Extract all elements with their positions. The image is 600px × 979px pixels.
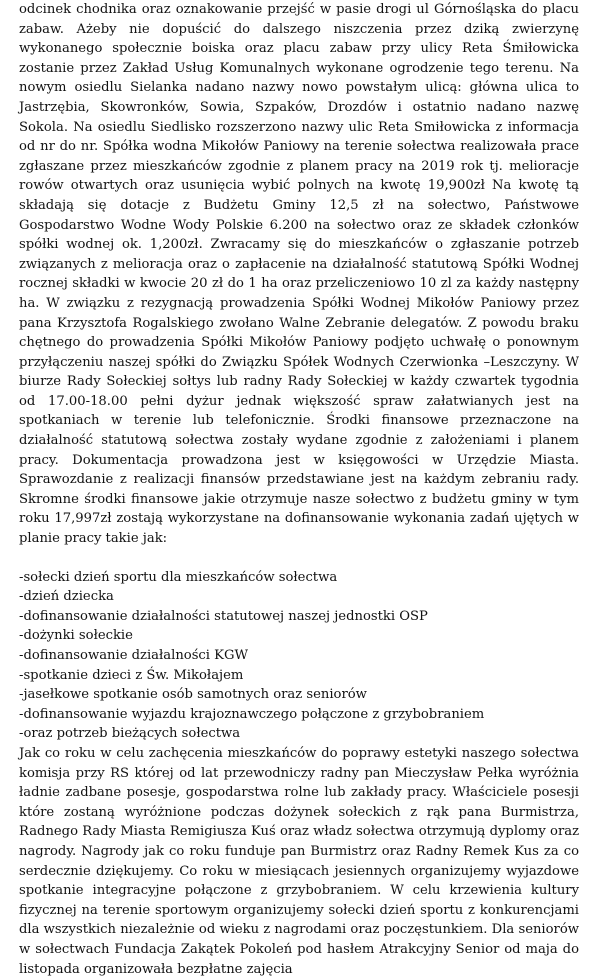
paragraph-water-company: odcinek chodnika oraz oznakowanie przejść w pasie drogi ul Górnośląska do placu zabaw. Ażeby nie dopuścić do dalszego niszczenia przez dziką zwierzynę wykonanego społecznie boiska oraz placu zabaw przy ulicy Reta Śmiłowicka zostanie przez Zakład Usług Komunalnych wykonane ogrodzenie tego terenu. Na nowym osiedlu Sielanka nadano nazwy nowo powstałym ulicą: główna ulica to Jastrzębia, Skowronków, Sowia, Szpaków, Drozdów i ostatnio nadano nazwę Sokola. Na osiedlu Siedlisko rozszerzono nazwy ulic Reta Smiłowicka z informacja od nr do nr. Spółka wodna Mikołów Paniowy na terenie sołectwa realizowała prace zgłaszane przez mieszkańców zgodnie z planem pracy na 2019 rok tj. melioracje rowów otwartych oraz usunięcia wybić polnych na kwotę 19,900zł Na kwotę tą składają się dotacje z Budżetu Gminy 12,5 zł na sołectwo, Państwowe Gospodarstwo Wodne Wody Polskie 6.200 na sołectwo oraz ze składek członków spółki wodnej ok. 1,200zł. Zwracamy się do mieszkańców o zgłaszanie potrzeb związanych z melioracja oraz o zapłacenie na działalność statutową Spółki Wodnej rocznej składki w kwocie 20 zł do 1 ha oraz przeliczeniowo 10 zl za każdy następny ha. W związku z rezygnacją prowadzenia Spółki Wodnej Mikołów Paniowy przez pana Krzysztofa Rogalskiego zwołano Walne Zebranie delegatów. Z powodu braku chętnego do prowadzenia Spółki Mikołów Paniowy podjęto uchwałę o ponownym przyłączeniu naszej spółki do Związku Spółek Wodnych Czerwionka –Leszczyny. W biurze Rady Sołeckiej sołtys lub radny Rady Sołeckiej w każdy czwartek tygodnia od 17.00-18.00 pełni dyżur jednak większość spraw załatwianych jest na spotkaniach w terenie lub telefonicznie. Środki finansowe przeznaczone na działalność statutową sołectwa zostały wydane zgodnie z założeniami i planem pracy. Dokumentacja prowadzona jest w księgowości w Urzędzie Miasta. Sprawozdanie z realizacji finansów przedstawiane jest na każdym zebraniu rady. Skromne środki finansowe jakie otrzymuje nasze sołectwo z budżetu gminy w tym roku 17,997zł zostają wykorzystane na dofinansowanie wykonania zadań ujętych w planie pracy takie jak:: [19, 2, 579, 547]
paragraph-estate-awards: Jak co roku w celu zachęcenia mieszkańców do poprawy estetyki naszego sołectwa komisja przy RS której od lat przewodniczy radny pan Mieczysław Pełka wyróżnia ładnie zadbane posesje, gospodarstwa rolne lub zakłady pracy. Właściciele posesji które zostaną wyróżnione podczas dożynek sołeckich z rąk pana Burmistrza, Radnego Rady Miasta Remigiusza Kuś oraz władz sołectwa otrzymują dyplomy oraz nagrody. Nagrody jak co roku funduje pan Burmistrz oraz Radny Remek Kus za co serdecznie dziękujemy. Co roku w miesiącach jesiennych organizujemy wyjazdowe spotkanie integracyjne połączone z grzybobraniem. W celu krzewienia kultury fizycznej na terenie sportowym organizujemy sołecki dzień sportu z konkurencjami dla wszystkich niezależnie od wieku z nagrodami oraz poczęstunkiem. Dla seniorów w sołectwach Fundacja Zakątek Pokoleń pod hasłem Atrakcyjny Senior od maja do listopada organizowała bezpłatne zajęcia: [19, 745, 579, 977]
list-item: -dofinansowanie działalności statutowej naszej jednostki OSP: [19, 608, 428, 624]
list-item: -spotkanie dzieci z Św. Mikołajem: [19, 667, 244, 683]
paragraph-gap: [19, 549, 579, 568]
list-item: -oraz potrzeb bieżących sołectwa: [19, 726, 241, 742]
list-item: -dofinansowanie działalności KGW: [19, 648, 248, 663]
list-item: -dofinansowanie wyjazdu krajoznawczego połączone z grzybobraniem: [19, 706, 485, 722]
funded-tasks-list: [19, 568, 579, 744]
list-item: -jasełkowe spotkanie osób samotnych oraz seniorów: [19, 687, 367, 703]
list-item: -dzień dziecka: [19, 589, 114, 605]
list-item: -dożynki sołeckie: [19, 628, 133, 644]
list-item: -sołecki dzień sportu dla mieszkańców sołectwa: [19, 569, 338, 585]
